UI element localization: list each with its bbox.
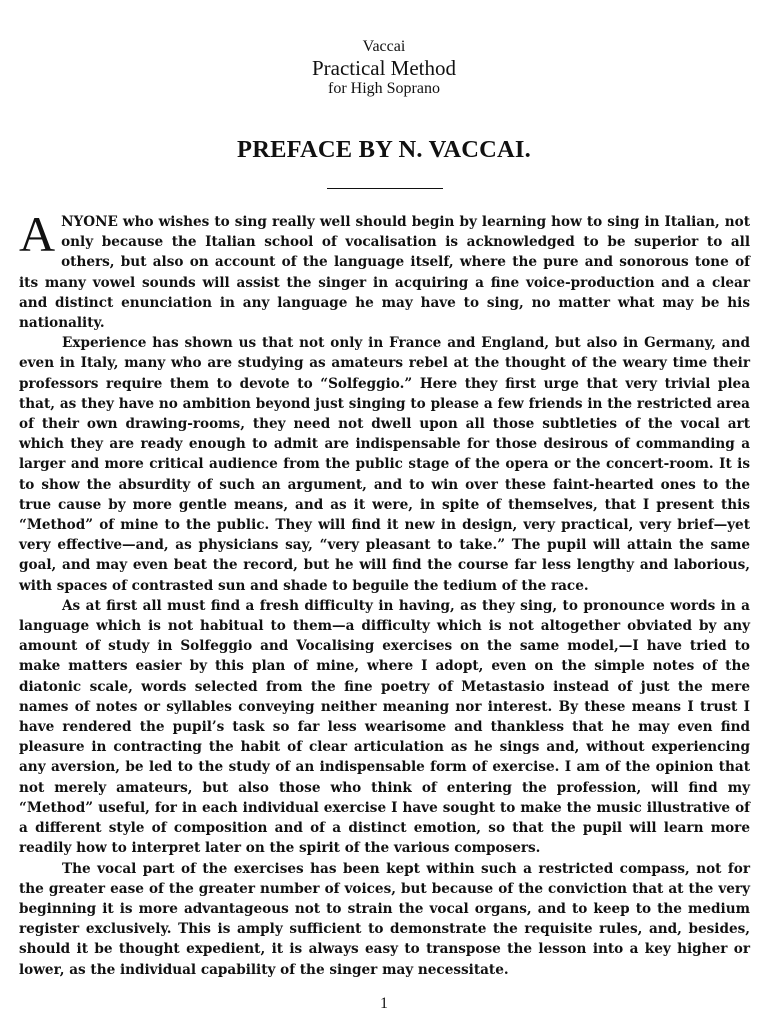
header-block [0,38,768,98]
page-number: 1 [380,995,388,1012]
heading-divider [327,188,443,189]
paragraph-4: The vocal part of the exercises has been kept within such a restricted compass, not for the greater ease of the greater number of voices, but because of the conviction that at the very beginning it is more advantageous not to strain the vocal organs, and to keep to the medium register exclusively. This is amply sufficient to demonstrate the requisite rules, and, besides, should it be thought expedient, it is always easy to transpose the lesson into a key higher or lower, as the individual capability of the singer may necessitate. [19,860,750,978]
paragraph-3: As at first all must find a fresh difficulty in having, as they sing, to pronounce words in a language which is not habitual to them—a difficulty which is not altogether obviated by any amount of study in Solfeggio and Vocalising exercises on the same model,—I have tried to make matters easier by this plan of mine, where I adopt, even on the simple notes of the diatonic scale, words selected from the fine poetry of Metastasio instead of just the mere names of notes or syllables conveying neither meaning nor interest. By these means I trust I have rendered the pupil’s task so far less wearisome and thankless that he may even find pleasure in contracting the habit of clear articulation as he sings and, without experiencing any aversion, be led to the study of an indispensable form of exercise. I am of the opinion that not merely amateurs, but also those who think of entering the profession, will find my “Method” useful, for in each individual exercise I have sought to make the music illustrative of a different style of composition and of a distinct emotion, so that the pupil will learn more readily how to interpret later on the spirit of the various composers. [19,597,750,857]
paragraph-1 [19,206,750,333]
composer-name: Vaccai [362,38,406,55]
drop-cap: A [19,206,56,262]
preface-body [19,206,750,980]
work-title: Practical Method [311,56,457,80]
voice-type: for High Soprano [328,80,440,97]
paragraph-text: NYONE who wishes to sing really well should begin by learning how to sing in Italian, not only because the Italian school of vocalisation is acknowledged to be superior to all others, but also on account of the language itself, where the pure and sonorous tone of its many vowel sounds will assist the singer in acquiring a fine voice-production and a clear and distinct enunciation in any language he may have to sing, no matter what may be his nationality. [19,214,750,332]
preface-heading: PREFACE BY N. VACCAI. [237,136,531,163]
paragraph-2: Experience has shown us that not only in France and England, but also in Germany, and even in Italy, many who are studying as amateurs rebel at the thought of the weary time their professors require them to devote to “Solfeggio.” Here they first urge that very trivial plea that, as they have no ambition beyond just singing to please a few friends in the restricted area of their own drawing-rooms, they need not dwell upon all those subtleties of the vocal art which they are ready enough to admit are indispensable for those desirous of commanding a larger and more critical audience from the public stage of the opera or the concert-room. It is to show the absurdity of such an argument, and to win over these faint-hearted ones to the true cause by more gentle means, and as it were, in spite of themselves, that I present this “Method” of mine to the public. They will find it new in design, very practical, very brief—yet very effective—and, as physicians say, “very pleasant to take.” The pupil will attain the same goal, and may even beat the record, but he will find the course far less lengthy and laborious, with spaces of contrasted sun and shade to beguile the tedium of the race. [19,335,750,594]
